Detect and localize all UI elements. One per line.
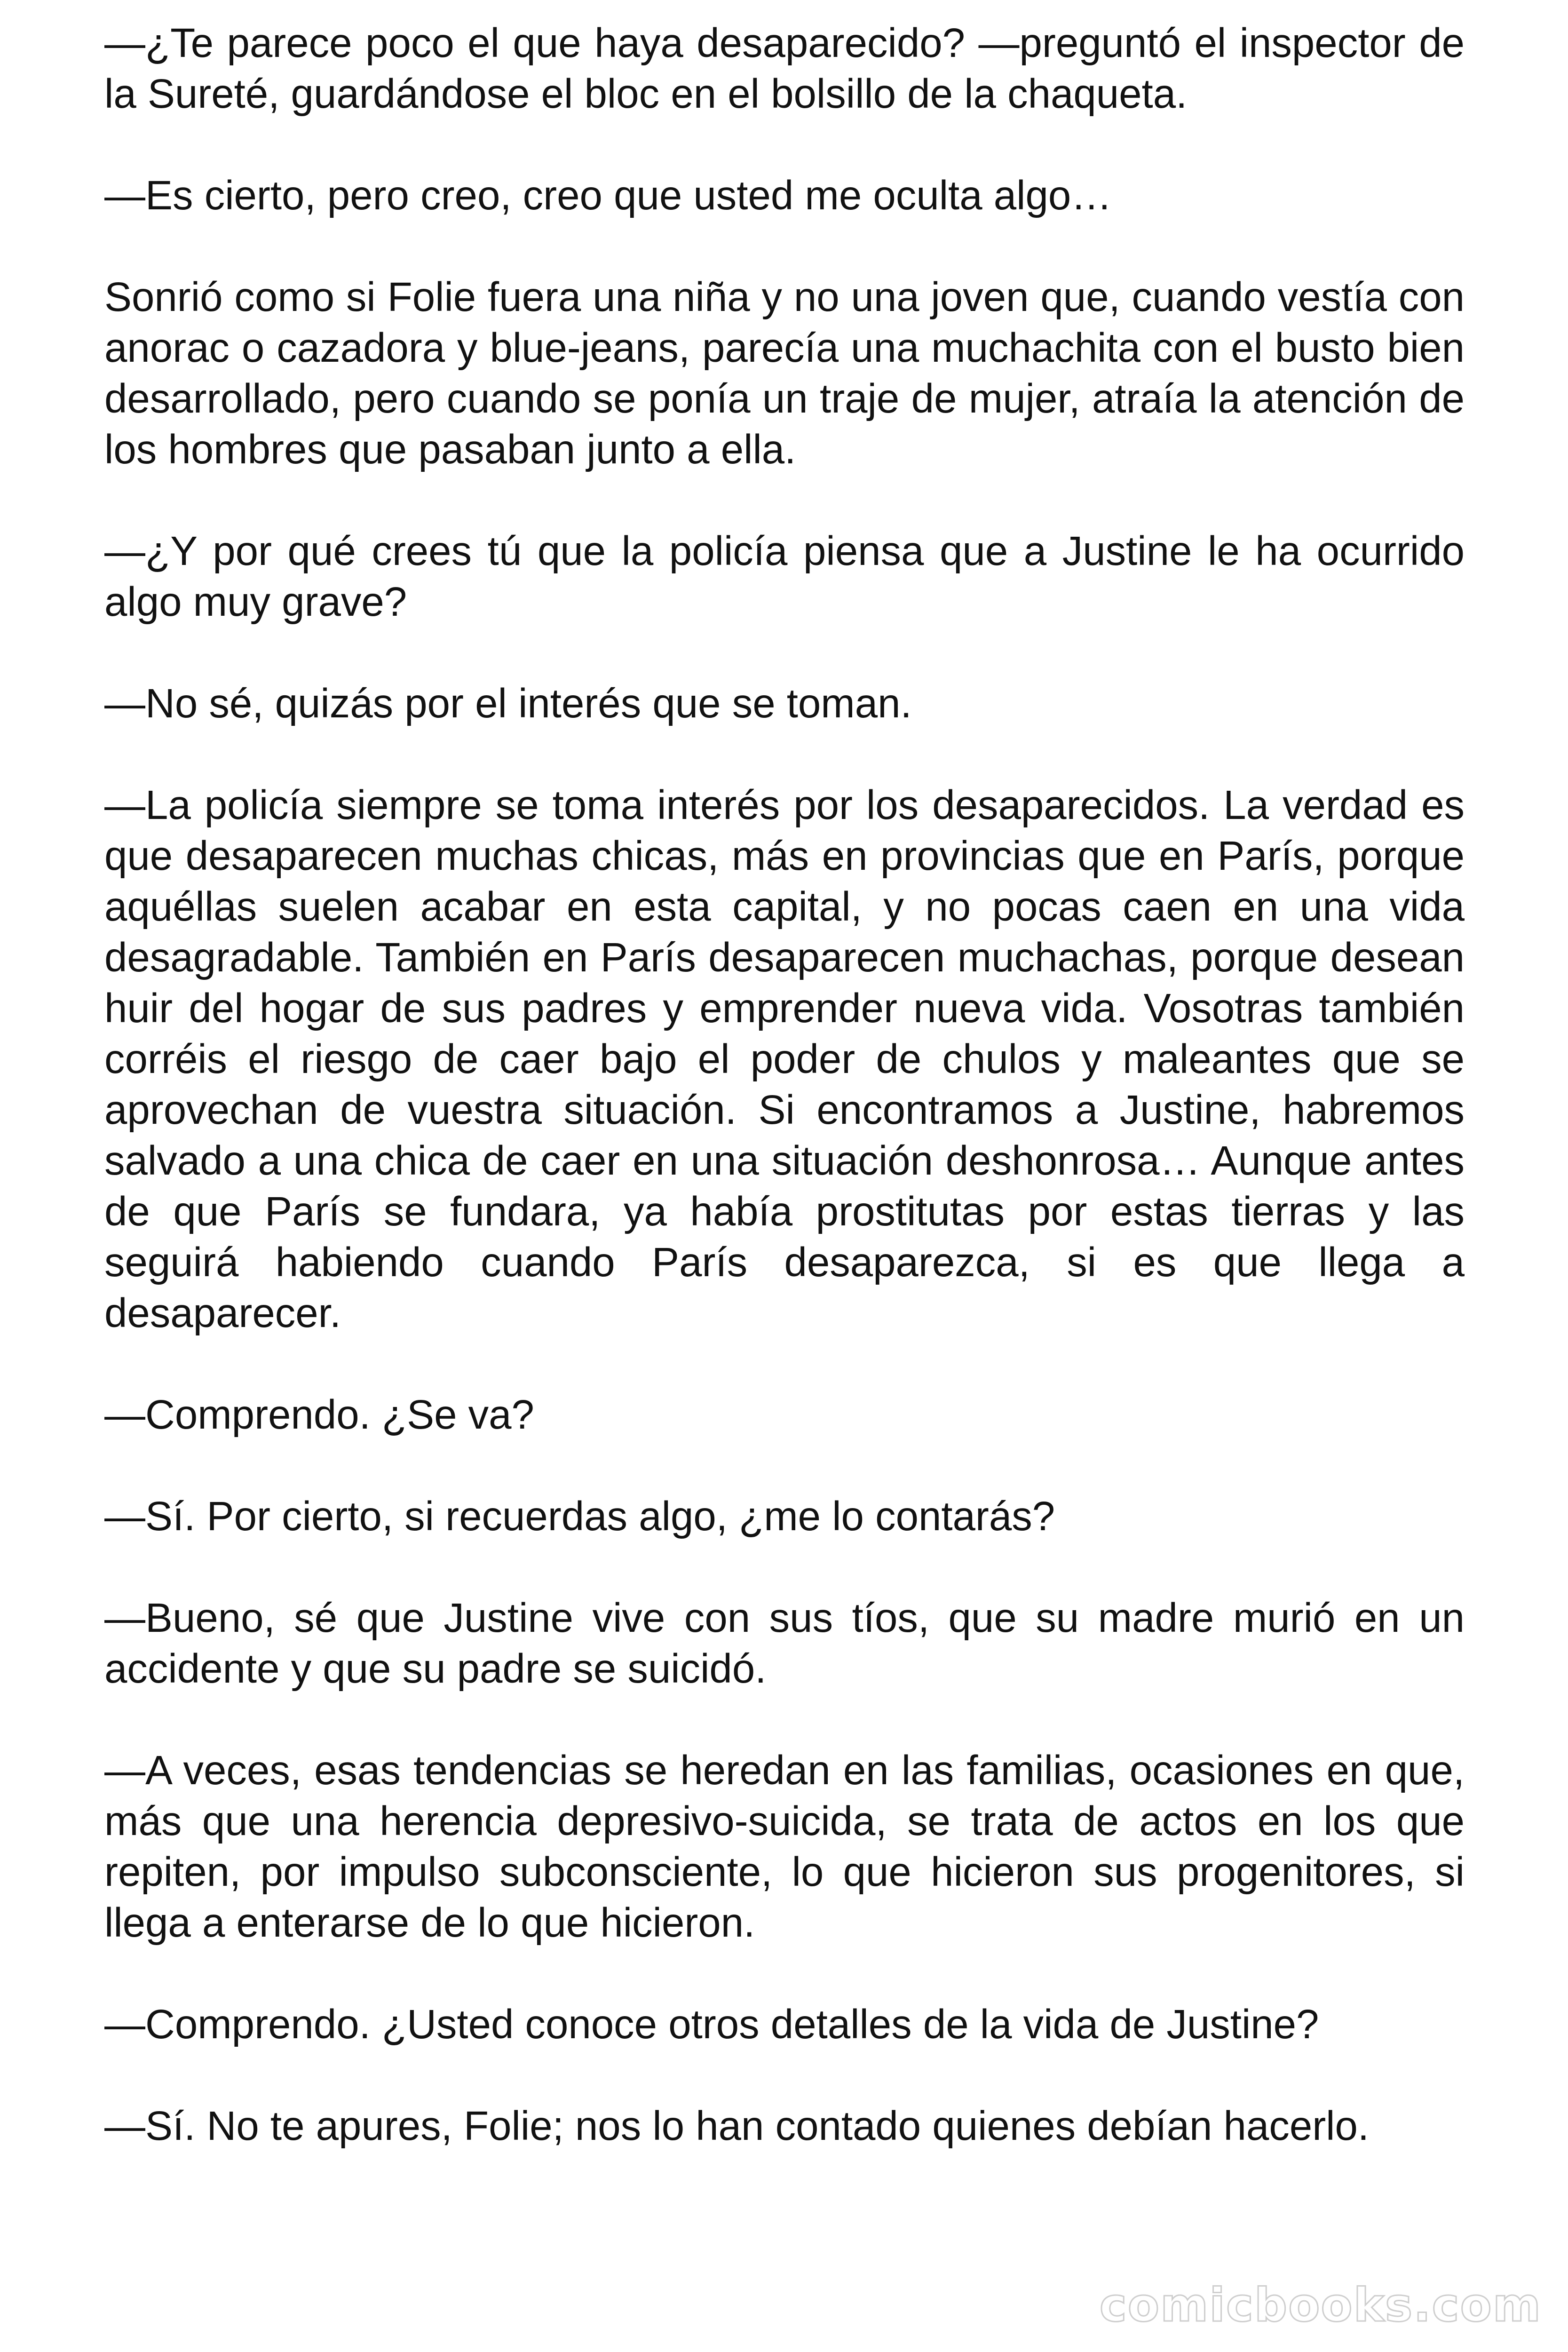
paragraph-12: —Sí. No te apures, Folie; nos lo han contado quienes debían hacerlo. bbox=[104, 2103, 1370, 2149]
paragraph-8: —Sí. Por cierto, si recuerdas algo, ¿me lo contarás? bbox=[104, 1494, 1055, 1539]
paragraph-11: —Comprendo. ¿Usted conoce otros detalles de la vida de Justine? bbox=[104, 2002, 1319, 2047]
paragraph-10: —A veces, esas tendencias se heredan en las familias, ocasiones en que, más que una herencia depresivo-suicida, se trata de actos en los que repiten, por impulso subconsciente, lo que hicieron sus progenitores, si llega a enterarse de lo que hicieron. bbox=[104, 1748, 1465, 1946]
paragraph-7: —Comprendo. ¿Se va? bbox=[104, 1392, 534, 1438]
paragraph-2: —Es cierto, pero creo, creo que usted me oculta algo… bbox=[104, 173, 1112, 218]
body-text bbox=[104, 18, 1465, 2152]
paragraph-9: —Bueno, sé que Justine vive con sus tíos, que su madre murió en un accidente y que su padre se suicidó. bbox=[104, 1595, 1465, 1692]
paragraph-5: —No sé, quizás por el interés que se toman. bbox=[104, 681, 912, 726]
paragraph-4: —¿Y por qué crees tú que la policía piensa que a Justine le ha ocurrido algo muy grave? bbox=[104, 528, 1465, 625]
paragraph-6: —La policía siempre se toma interés por los desaparecidos. La verdad es que desaparecen muchas chicas, más en provincias que en París, porque aquéllas suelen acabar en esta capital, y no pocas caen en una vida desagradable. También en París desaparecen muchachas, porque desean huir del hogar de sus padres y emprender nueva vida. Vosotras también corréis el riesgo de caer bajo el poder de chulos y maleantes que se aprovechan de vuestra situación. Si encontramos a Justine, habremos salvado a una chica de caer en una situación deshonrosa… Aunque antes de que París se fundara, ya había prostitutas por estas tierras y las seguirá habiendo cuando París desaparezca, si es que llega a desaparecer. bbox=[104, 782, 1465, 1336]
watermark-logo: comicbooks.com bbox=[1099, 2279, 1542, 2332]
paragraph-3: Sonrió como si Folie fuera una niña y no una joven que, cuando vestía con anorac o cazadora y blue-jeans, parecía una muchachita con el busto bien desarrollado, pero cuando se ponía un traje de mujer, atraía la atención de los hombres que pasaban junto a ella. bbox=[104, 274, 1465, 472]
paragraph-1: —¿Te parece poco el que haya desaparecido? —preguntó el inspector de la Sureté, guardándose el bloc en el bolsillo de la chaqueta. bbox=[104, 20, 1465, 117]
